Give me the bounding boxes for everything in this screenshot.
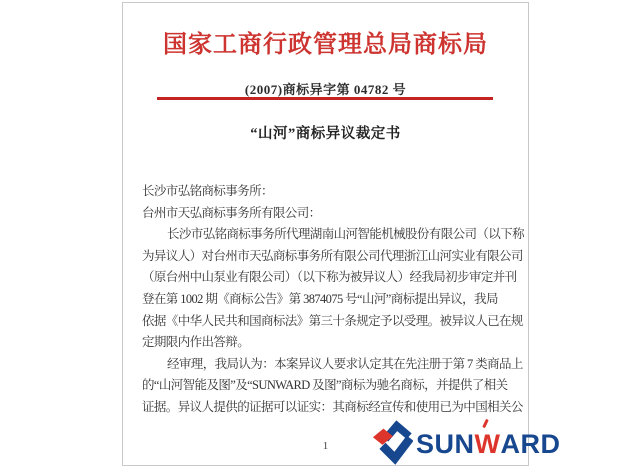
body-line: 登在第 1002 期《商标公告》第 3874075 号“山河”商标提出异议，我局 <box>142 291 498 306</box>
wordmark-w: W <box>475 420 501 468</box>
issuing-agency-title: 国家工商行政管理总局商标局 <box>163 32 488 58</box>
recipient-line: 长沙市弘铭商标事务所： <box>142 184 273 198</box>
body-line: 长沙市弘铭商标事务所代理湖南山河智能机械股份有限公司（以下称 <box>167 227 525 242</box>
recipient-line: 台州市天弘商标事务所有限公司： <box>142 205 321 220</box>
document-body <box>142 181 528 419</box>
body-line: 依据《中华人民共和国商标法》第三十条规定予以受理。被异议人已在规 <box>142 313 523 328</box>
sunward-logo-icon <box>371 418 413 471</box>
body-line: 为异议人）对台州市天弘商标事务所有限公司代理浙江山河实业有限公司 <box>142 248 523 263</box>
document-page <box>122 2 529 466</box>
body-line: 的“山河智能及图”及“SUNWARD 及图”商标为驰名商标，并提供了相关 <box>142 378 508 393</box>
document-number: (2007)商标异字第 04782 号 <box>244 82 407 97</box>
accent-mark-icon <box>482 419 489 428</box>
wordmark-ard: ARD <box>500 429 561 459</box>
red-divider-rule <box>157 97 493 100</box>
wordmark-sun: SUN <box>416 429 475 459</box>
document-title: “山河”商标异议裁定书 <box>250 126 401 142</box>
body-line: （原台州中山泵业有限公司）（以下称为被异议人）经我局初步审定并刊 <box>142 270 517 285</box>
body-line: 经审理，我局认为：本案异议人要求认定其在先注册于第 7 类商品上 <box>167 356 523 371</box>
body-line: 证据。异议人提供的证据可以证实：其商标经宣传和使用已为中国相关公 <box>142 399 523 414</box>
sunward-logo-watermark <box>371 420 561 468</box>
body-line: 定期限内作出答辩。 <box>142 335 250 350</box>
page-number: 1 <box>322 440 329 452</box>
sunward-wordmark <box>416 420 561 468</box>
